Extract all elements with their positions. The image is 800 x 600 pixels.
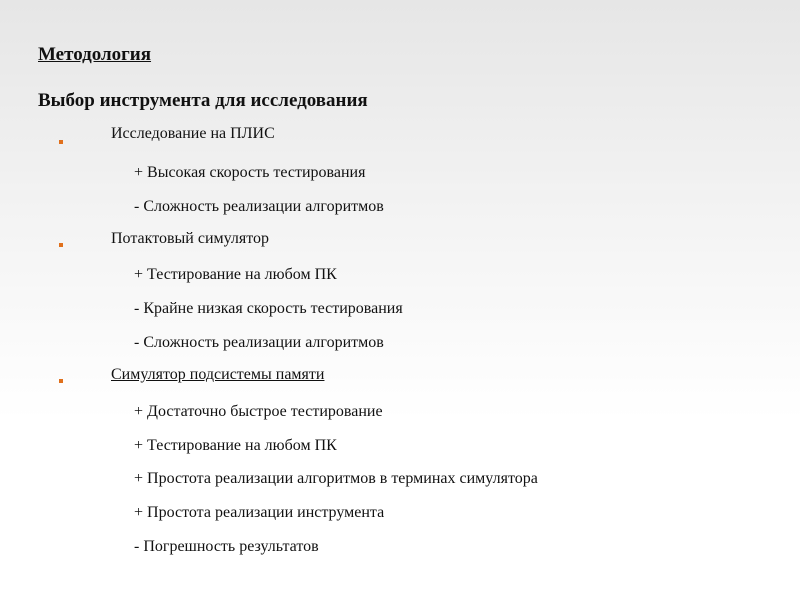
section-point: - Крайне низкая скорость тестирования xyxy=(134,300,403,317)
section-label-link[interactable]: Симулятор подсистемы памяти xyxy=(111,366,325,383)
section-label: Исследование на ПЛИС xyxy=(111,125,275,142)
section-point: + Тестирование на любом ПК xyxy=(134,437,337,454)
section-point: - Сложность реализации алгоритмов xyxy=(134,198,384,215)
section-point: + Высокая скорость тестирования xyxy=(134,164,366,181)
slide-title: Методология xyxy=(38,44,152,65)
slide-subtitle: Выбор инструмента для исследования xyxy=(38,90,368,111)
bullet-icon xyxy=(59,379,63,383)
section-point: + Простота реализации инструмента xyxy=(134,504,385,521)
bullet-icon xyxy=(59,243,63,247)
bullet-icon xyxy=(59,140,63,144)
section-label: Потактовый симулятор xyxy=(111,230,270,247)
section-point: + Простота реализации алгоритмов в терминах симулятора xyxy=(134,470,538,487)
section-point: - Погрешность результатов xyxy=(134,538,319,555)
section-point: + Тестирование на любом ПК xyxy=(134,266,337,283)
section-point: - Сложность реализации алгоритмов xyxy=(134,334,384,351)
section-point: + Достаточно быстрое тестирование xyxy=(134,403,383,420)
